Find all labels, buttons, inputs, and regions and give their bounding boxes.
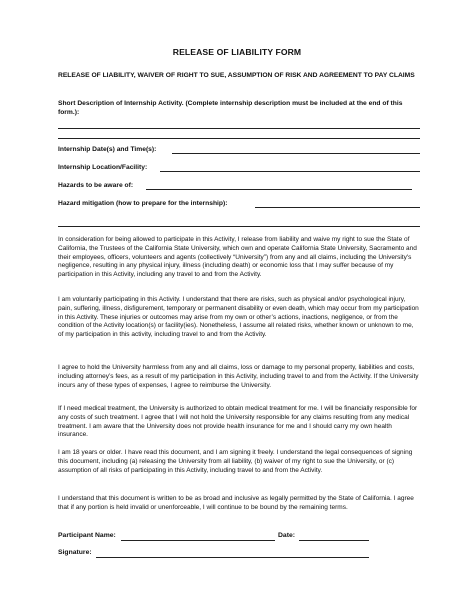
description-line-1[interactable] — [58, 128, 420, 129]
hold-harmless-paragraph: I agree to hold the University harmless from any and all claims, loss or damage to my personal property, liabilities and costs, including attorney’s fees, as a result of my participation in this Activity, including travel to and from the Activity. If the University incurs any of these types of expenses, I agree to reimburse the University. — [58, 364, 419, 389]
severability-paragraph: I understand that this document is written to be as broad and inclusive as legally permitted by the State of California. I agree that if any portion is held invalid or unenforceable, I will continue to be bound by the remaining terms. — [58, 495, 414, 511]
voluntary-participation-paragraph: I am voluntarily participating in this Activity. I understand that there are risks, such as physical and/or psychological injury, pain, suffering, illness, disfigurement, temporary or permanent disability or even death, which may occur from my participation in this Activity. These injuries or outcomes may arise from my own or other’s actions, inactions, negligence, or from the condition of the Activity location(s) or facility(ies). Nonetheless, I assume all related risks, whether known or unknown to me, of my participation in this activity, including travel to and from the Activity. — [58, 296, 419, 338]
legal-consequences-paragraph: I am 18 years or older. I have read this document, and I am signing it freely. I understand the legal consequences of signing this document, including (a) releasing the University from all liability, (b) waiver of my right to sue the University, or (c) assumption of all risks of participating in this Activity, including travel to and from the Activity. — [58, 449, 413, 474]
release-paragraph-1: In consideration for being allowed to participate in this Activity, I release from liability and waive my right to sue the State of California, the Trustees of the California State University, which own and operate California State University, Sacramento and their employees, officers, volunteers and agents (collectively “University”) from any and all claims, including the University's negligence, resulting in any physical injury, illness (including death) or economic loss that I may suffer because of my participation in this Activity, including any travel to and from the Activity. — [58, 236, 417, 278]
signature-line[interactable] — [96, 557, 369, 558]
internship-dates-label: Internship Date(s) and Time(s): — [58, 146, 157, 153]
internship-dates-line[interactable] — [172, 153, 420, 154]
description-line-2[interactable] — [58, 138, 420, 139]
hazard-mitigation-field — [58, 199, 227, 208]
hazard-mitigation-label: Hazard mitigation (how to prepare for the internship): — [58, 200, 228, 207]
internship-dates-field — [58, 145, 156, 154]
internship-location-line[interactable] — [160, 171, 420, 172]
form-subheading: RELEASE OF LIABILITY, WAIVER OF RIGHT TO SUE, ASSUMPTION OF RISK AND AGREEMENT TO PAY CLAIMS — [58, 72, 415, 79]
participant-name-label: Participant Name: — [58, 532, 116, 539]
date-label: Date: — [278, 532, 295, 539]
hazards-label: Hazards to be aware of: — [58, 182, 134, 189]
signature-label: Signature: — [58, 549, 92, 556]
hazards-field — [58, 181, 133, 190]
short-description-label: Short Description of Internship Activity. (Complete internship description must be included at the end of this form.): — [58, 100, 403, 117]
section-divider — [58, 226, 420, 227]
internship-location-label: Internship Location/Facility: — [58, 164, 148, 171]
hazards-line[interactable] — [146, 189, 412, 190]
medical-treatment-paragraph: If I need medical treatment, the University is authorized to obtain medical treatment for me. I will be financially responsible for any costs of such treatment. I agree that I will not hold the University responsible for any claims resulting from any medical treatment. I am aware that the University does not provide health insurance for me and I should carry my own health insurance. — [58, 405, 418, 439]
participant-name-line[interactable] — [121, 540, 275, 541]
form-title: RELEASE OF LIABILITY FORM — [172, 47, 302, 57]
date-line[interactable] — [299, 540, 369, 541]
internship-location-field — [58, 163, 147, 172]
hazard-mitigation-line[interactable] — [255, 207, 420, 208]
